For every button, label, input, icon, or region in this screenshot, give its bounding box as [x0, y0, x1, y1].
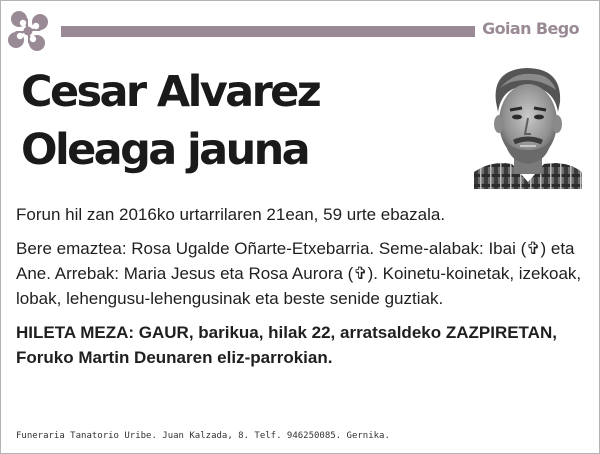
funeral-details: HILETA MEZA: GAUR, barikua, hilak 22, arratsaldeko ZAZPIRETAN, Foruko Martin Deunaren eliz-parrokian. [16, 323, 557, 367]
brand-label: Goian Bego [482, 19, 579, 38]
deceased-name-line2: Oleaga jauna [21, 125, 309, 175]
header-divider-bar [61, 26, 475, 37]
obituary-body [16, 202, 584, 379]
header [1, 1, 599, 63]
funeral-home-footer: Funeraria Tanatorio Uribe. Juan Kalzada, 8. Telf. 946250085. Gernika. [16, 431, 390, 441]
family-list: Bere emaztea: Rosa Ugalde Oñarte-Etxebarria. Seme-alabak: Ibai (✞) eta Ane. Arrebak: Maria Jesus eta Rosa Aurora (✞). Koinetu-koinetak, izekoak, lobak, lehengusu-lehengusinak eta beste senide guztiak. [16, 239, 582, 308]
deceased-name [21, 63, 319, 179]
death-notice: Forun hil zan 2016ko urtarrilaren 21ean, 59 urte ebazala. [16, 205, 446, 224]
deceased-name-line1: Cesar Alvarez [21, 67, 320, 117]
lauburu-icon [4, 7, 52, 55]
portrait-photo [474, 64, 582, 189]
